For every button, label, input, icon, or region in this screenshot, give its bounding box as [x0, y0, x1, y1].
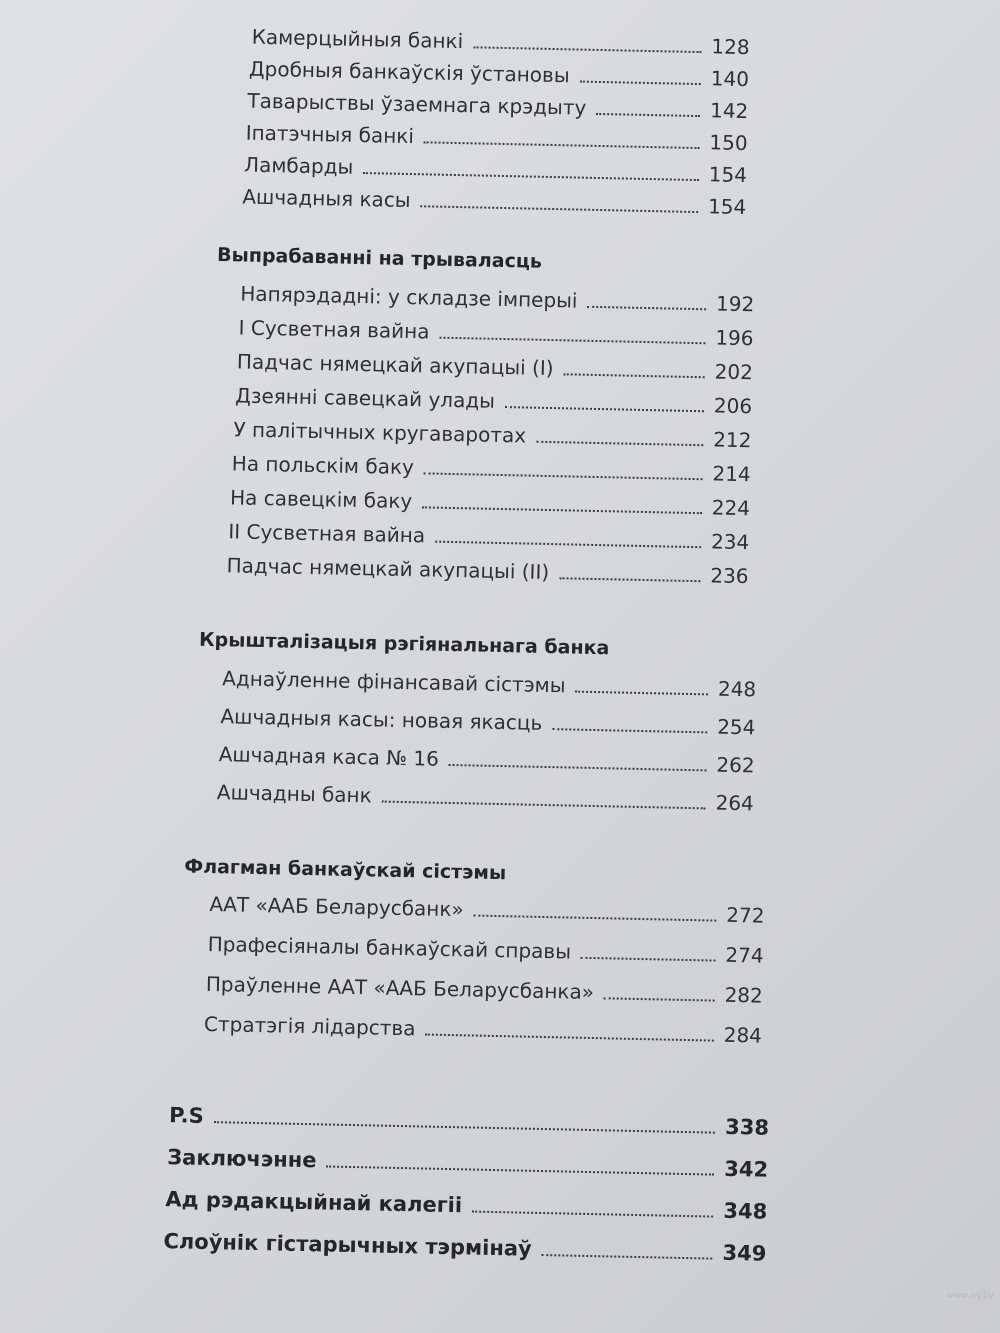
section-heading: Выпрабаванні на трываласць: [216, 244, 543, 273]
dot-leader: [473, 46, 701, 53]
toc-entry-label: Іпатэчныя банкі: [245, 120, 415, 149]
toc-entry-label: ААТ «ААБ Беларусбанк»: [209, 891, 464, 922]
toc-entry: [230, 485, 750, 520]
toc-entry-page: 349: [722, 1240, 767, 1266]
dot-leader: [214, 1121, 715, 1134]
dot-leader: [505, 406, 704, 412]
dot-leader: [581, 957, 715, 962]
toc-entry: [206, 972, 763, 1008]
dot-leader: [559, 577, 700, 582]
dot-leader: [474, 915, 717, 922]
toc-entry-page: 214: [712, 461, 751, 487]
toc-entry: [226, 553, 748, 588]
toc-entry-label: Ашчадныя касы: новая якасць: [220, 704, 543, 735]
dot-leader: [424, 141, 700, 149]
dot-leader: [439, 337, 705, 345]
dot-leader: [382, 801, 706, 810]
toc-entry-page: 236: [710, 563, 749, 589]
toc-entry: [245, 121, 747, 156]
watermark: www.ay.by: [946, 1291, 994, 1301]
toc-entry: [209, 892, 764, 928]
dot-leader: [552, 728, 707, 733]
toc-entry-label: Прафесіяналы банкаўскай справы: [207, 931, 572, 964]
toc-entry-page: 140: [710, 66, 750, 92]
toc-entry-page: 348: [723, 1198, 768, 1224]
toc-entry-label: Падчас нямецкай акупацыі (І): [236, 349, 554, 381]
dot-leader: [587, 306, 706, 310]
toc-final-entry: [165, 1187, 767, 1224]
toc-entry-page: 284: [723, 1022, 763, 1048]
toc-entry-page: 342: [724, 1156, 769, 1182]
dot-leader: [575, 691, 707, 696]
toc-final-entry: [169, 1103, 769, 1140]
toc-entry-page: 262: [716, 752, 755, 778]
toc-entry: [232, 451, 751, 486]
dot-leader: [449, 764, 707, 771]
toc-entry-label: ІІ Сусветная вайна: [228, 519, 426, 548]
toc-entry-page: 338: [724, 1114, 770, 1140]
dot-leader: [596, 113, 700, 117]
toc-entry-label: Напярэдадні: у складзе імперыі: [240, 281, 578, 313]
toc-entry: [242, 185, 746, 220]
toc-entry-label: І Сусветная вайна: [238, 315, 430, 344]
toc-entry-label: Заключэнне: [167, 1145, 317, 1173]
toc-entry-page: 128: [711, 34, 750, 60]
toc-entry-page: 206: [713, 393, 753, 419]
toc-entry: [233, 417, 751, 452]
toc-entry-page: 192: [715, 291, 755, 317]
section-heading: Флагман банкаўскай сістэмы: [184, 855, 507, 885]
toc-entry: [204, 1012, 762, 1048]
toc-entry-label: Праўленне ААТ «ААБ Беларусбанка»: [205, 971, 595, 1005]
toc-entry-label: P.S: [168, 1103, 205, 1128]
toc-entry-label: Слоўнік гістарычных тэрмінаў: [163, 1229, 532, 1261]
toc-final-entry: [167, 1145, 768, 1182]
dot-leader: [424, 472, 703, 480]
toc-entry-page: 154: [707, 194, 747, 220]
toc-entry-label: Ашчадны банк: [216, 780, 372, 808]
toc-entry-page: 254: [716, 714, 756, 740]
toc-entry-page: 264: [715, 790, 755, 816]
toc-entry-page: 202: [714, 359, 754, 385]
toc-entry: [249, 57, 749, 91]
toc-entry-label: Дзеянні савецкай улады: [234, 383, 496, 413]
toc-entry-label: Падчас нямецкай акупацыі (ІІ): [226, 553, 550, 585]
toc-entry: [235, 383, 752, 418]
dot-leader: [363, 172, 698, 181]
toc-entry-page: 274: [725, 942, 764, 968]
toc-entry-label: У палітычных кругаваротах: [233, 417, 527, 448]
toc-entry: [237, 349, 753, 384]
toc-entry-page: 196: [715, 325, 754, 351]
toc-entry-label: На польскім баку: [231, 451, 415, 480]
toc-entry-label: Аднаўленне фінансавай сістэмы: [222, 666, 566, 698]
toc-entry: [220, 704, 755, 739]
dot-leader: [326, 1165, 714, 1175]
dot-leader: [542, 1254, 713, 1260]
toc-entry-page: 282: [724, 982, 764, 1008]
dot-leader: [579, 81, 700, 86]
table-of-contents: [13, 0, 1000, 1266]
dot-leader: [422, 506, 702, 514]
dot-leader: [604, 997, 715, 1001]
toc-entry: [247, 89, 748, 123]
toc-entry-page: 272: [726, 902, 765, 928]
dot-leader: [536, 441, 703, 447]
toc-entry-page: 212: [712, 427, 752, 453]
toc-entry-page: 154: [708, 162, 748, 188]
dot-leader: [435, 541, 701, 549]
dot-leader: [425, 1034, 713, 1042]
toc-entry: [218, 742, 754, 777]
toc-entry-label: Таварыствы ўзаемнага крэдыту: [247, 88, 587, 120]
toc-entry-label: Дробныя банкаўскія ўстановы: [248, 56, 570, 88]
toc-entry-label: Ашчадная каса № 16: [218, 742, 440, 771]
section-heading: Крышталізацыя рэгіянальнага банка: [198, 628, 610, 660]
dot-leader: [472, 1211, 713, 1218]
toc-entry-label: Ламбарды: [243, 152, 354, 179]
toc-entry: [207, 932, 763, 968]
toc-entry-label: Камерцыйныя банкі: [251, 24, 464, 54]
dot-leader: [420, 205, 698, 213]
toc-entry: [251, 25, 749, 59]
toc-entry-label: На савецкім баку: [229, 485, 413, 514]
toc-entry: [238, 315, 753, 350]
toc-entry-page: 150: [709, 130, 748, 156]
dot-leader: [563, 373, 704, 378]
toc-entry: [217, 780, 754, 815]
toc-entry: [222, 666, 756, 701]
toc-entry-page: 234: [710, 529, 750, 555]
toc-entry-page: 248: [717, 676, 757, 702]
toc-entry-label: Ад рэдакцыйнай калегіі: [165, 1187, 463, 1218]
toc-final-entry: [163, 1229, 766, 1266]
toc-entry: [228, 519, 749, 554]
toc-entry-page: 224: [711, 495, 751, 521]
toc-entry-label: Ашчадныя касы: [242, 184, 411, 213]
toc-entry: [244, 153, 747, 188]
toc-entry-label: Стратэгія лідарства: [203, 1011, 416, 1041]
toc-entry-page: 142: [709, 98, 749, 124]
toc-entry: [240, 281, 754, 316]
